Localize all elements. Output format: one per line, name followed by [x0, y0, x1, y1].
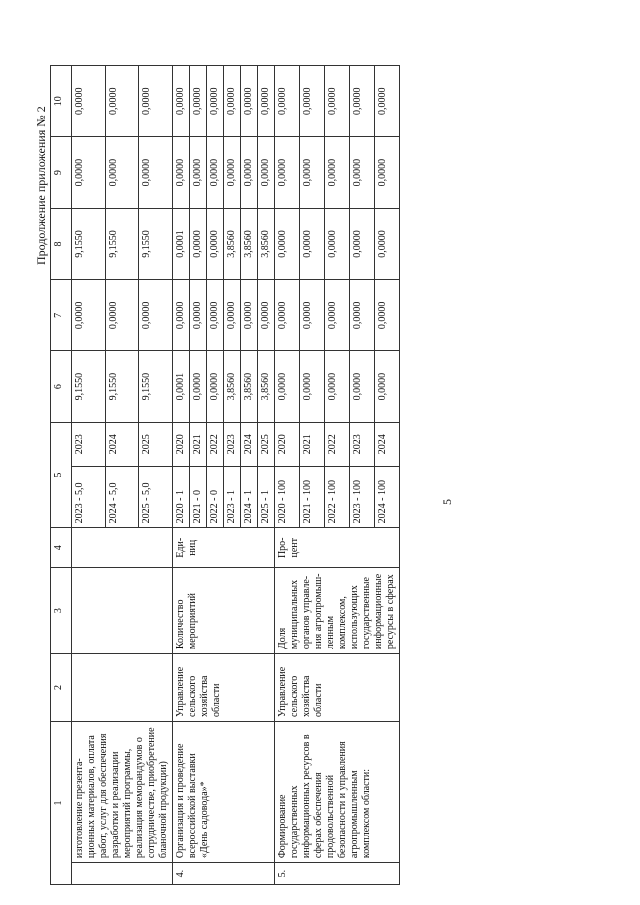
year-cell: 2022 — [325, 422, 350, 466]
year-cell: 2025 — [258, 422, 275, 466]
year-cell: 2021 — [190, 422, 207, 466]
appendix-table — [50, 65, 400, 885]
value-col7: 0,0000 — [350, 280, 375, 351]
header-cell: 10 — [51, 66, 72, 137]
value-col10: 0,0000 — [105, 66, 139, 137]
indicator-cell: Доля муниципальных органов управле-ния агропромыш-ленным комплексом, использующих государственные информационные ресурсы в сферах — [275, 568, 400, 654]
value-col8: 0,0000 — [190, 208, 207, 279]
value-col6: 0,0000 — [300, 351, 325, 422]
target-value: 2022 - 100 — [325, 466, 350, 528]
value-col7: 0,0000 — [241, 280, 258, 351]
value-col10: 0,0000 — [72, 66, 106, 137]
value-col10: 0,0000 — [224, 66, 241, 137]
target-value: 2023 - 1 — [224, 466, 241, 528]
value-col9: 0,0000 — [258, 137, 275, 208]
header-cell: 2 — [51, 654, 72, 722]
value-col6: 0,0000 — [275, 351, 300, 422]
value-col7: 0,0000 — [300, 280, 325, 351]
value-col8: 0,0000 — [300, 208, 325, 279]
year-cell: 2024 — [375, 422, 400, 466]
value-col10: 0,0000 — [375, 66, 400, 137]
year-cell: 2024 — [105, 422, 139, 466]
value-col6: 0,0000 — [325, 351, 350, 422]
year-cell: 2025 — [139, 422, 173, 466]
value-col9: 0,0000 — [375, 137, 400, 208]
value-col7: 0,0000 — [275, 280, 300, 351]
value-col8: 0,0000 — [350, 208, 375, 279]
value-col8: 3,8560 — [258, 208, 275, 279]
year-cell: 2023 — [72, 422, 106, 466]
value-col7: 0,0000 — [224, 280, 241, 351]
value-col9: 0,0000 — [275, 137, 300, 208]
year-cell: 2020 — [173, 422, 190, 466]
value-col6: 0,0001 — [173, 351, 190, 422]
item-number: 5. — [275, 863, 400, 885]
value-col6: 3,8560 — [224, 351, 241, 422]
header-cell: 3 — [51, 568, 72, 654]
target-value: 2024 - 5,0 — [105, 466, 139, 528]
year-cell: 2020 — [275, 422, 300, 466]
indicator-cell — [72, 568, 173, 654]
value-col10: 0,0000 — [300, 66, 325, 137]
value-col6: 9,1550 — [139, 351, 173, 422]
value-col10: 0,0000 — [325, 66, 350, 137]
value-col7: 0,0000 — [375, 280, 400, 351]
value-col9: 0,0000 — [173, 137, 190, 208]
executor-cell — [72, 654, 173, 722]
table-row — [275, 66, 300, 885]
value-col10: 0,0000 — [139, 66, 173, 137]
value-col10: 0,0000 — [241, 66, 258, 137]
target-value: 2021 - 100 — [300, 466, 325, 528]
item-name: изготовление презента-ционных материалов, оплата работ, услуг для обеспечения разработки и реализации мероприятий программы, реализация меморандумов о сотрудничестве, приобретение бланочной продукции) — [72, 721, 173, 862]
year-cell: 2023 — [350, 422, 375, 466]
page-number: 5 — [440, 499, 454, 505]
year-cell: 2024 — [241, 422, 258, 466]
value-col8: 0,0000 — [325, 208, 350, 279]
target-value: 2020 - 100 — [275, 466, 300, 528]
value-col6: 3,8560 — [241, 351, 258, 422]
value-col7: 0,0000 — [325, 280, 350, 351]
item-number — [72, 863, 173, 885]
value-col10: 0,0000 — [350, 66, 375, 137]
value-col9: 0,0000 — [72, 137, 106, 208]
item-name: Организация и проведение всероссийской выставки «День садовода»* — [173, 721, 275, 862]
value-col7: 0,0000 — [258, 280, 275, 351]
indicator-cell: Количество мероприятий — [173, 568, 275, 654]
value-col7: 0,0000 — [173, 280, 190, 351]
value-col6: 0,0000 — [350, 351, 375, 422]
value-col6: 9,1550 — [72, 351, 106, 422]
value-col6: 3,8560 — [258, 351, 275, 422]
table-row — [72, 66, 106, 885]
table-row — [173, 66, 190, 885]
value-col8: 9,1550 — [139, 208, 173, 279]
value-col10: 0,0000 — [173, 66, 190, 137]
value-col9: 0,0000 — [300, 137, 325, 208]
header-cell: 1 — [51, 721, 72, 884]
continuation-title: Продолжение приложения № 2 — [34, 106, 48, 265]
target-value: 2021 - 0 — [190, 466, 207, 528]
value-col6: 9,1550 — [105, 351, 139, 422]
value-col7: 0,0000 — [139, 280, 173, 351]
value-col8: 3,8560 — [241, 208, 258, 279]
target-value: 2022 - 0 — [207, 466, 224, 528]
unit-cell — [72, 528, 173, 568]
value-col8: 0,0000 — [207, 208, 224, 279]
item-number: 4. — [173, 863, 275, 885]
value-col10: 0,0000 — [275, 66, 300, 137]
value-col8: 0,0001 — [173, 208, 190, 279]
year-cell: 2023 — [224, 422, 241, 466]
year-cell: 2022 — [207, 422, 224, 466]
item-name: Формирование государственных информационных ресурсов в сферах обеспечения продовольственной безопасности и управления агропромышленным комплексом области: — [275, 721, 400, 862]
value-col9: 0,0000 — [241, 137, 258, 208]
value-col7: 0,0000 — [72, 280, 106, 351]
header-row — [51, 66, 72, 885]
value-col9: 0,0000 — [105, 137, 139, 208]
target-value: 2020 - 1 — [173, 466, 190, 528]
unit-cell: Еди-ниц — [173, 528, 275, 568]
value-col9: 0,0000 — [224, 137, 241, 208]
value-col10: 0,0000 — [207, 66, 224, 137]
rotated-page — [0, 65, 560, 905]
value-col10: 0,0000 — [190, 66, 207, 137]
header-cell: 4 — [51, 528, 72, 568]
value-col10: 0,0000 — [258, 66, 275, 137]
target-value: 2024 - 1 — [241, 466, 258, 528]
header-cell: 7 — [51, 280, 72, 351]
value-col8: 0,0000 — [275, 208, 300, 279]
header-cell: 5 — [51, 422, 72, 528]
value-col6: 0,0000 — [207, 351, 224, 422]
value-col9: 0,0000 — [139, 137, 173, 208]
value-col7: 0,0000 — [207, 280, 224, 351]
value-col9: 0,0000 — [207, 137, 224, 208]
value-col8: 9,1550 — [72, 208, 106, 279]
value-col6: 0,0000 — [375, 351, 400, 422]
header-cell: 6 — [51, 351, 72, 422]
executor-cell: Управление сельского хозяйства области — [275, 654, 400, 722]
value-col7: 0,0000 — [190, 280, 207, 351]
target-value: 2023 - 100 — [350, 466, 375, 528]
target-value: 2023 - 5,0 — [72, 466, 106, 528]
value-col6: 0,0000 — [190, 351, 207, 422]
value-col9: 0,0000 — [350, 137, 375, 208]
value-col9: 0,0000 — [325, 137, 350, 208]
header-cell: 9 — [51, 137, 72, 208]
unit-cell: Про-цент — [275, 528, 400, 568]
target-value: 2024 - 100 — [375, 466, 400, 528]
value-col7: 0,0000 — [105, 280, 139, 351]
target-value: 2025 - 1 — [258, 466, 275, 528]
executor-cell: Управление сельского хозяйства области — [173, 654, 275, 722]
value-col8: 9,1550 — [105, 208, 139, 279]
target-value: 2025 - 5,0 — [139, 466, 173, 528]
year-cell: 2021 — [300, 422, 325, 466]
value-col9: 0,0000 — [190, 137, 207, 208]
value-col8: 3,8560 — [224, 208, 241, 279]
header-cell: 8 — [51, 208, 72, 279]
value-col8: 0,0000 — [375, 208, 400, 279]
